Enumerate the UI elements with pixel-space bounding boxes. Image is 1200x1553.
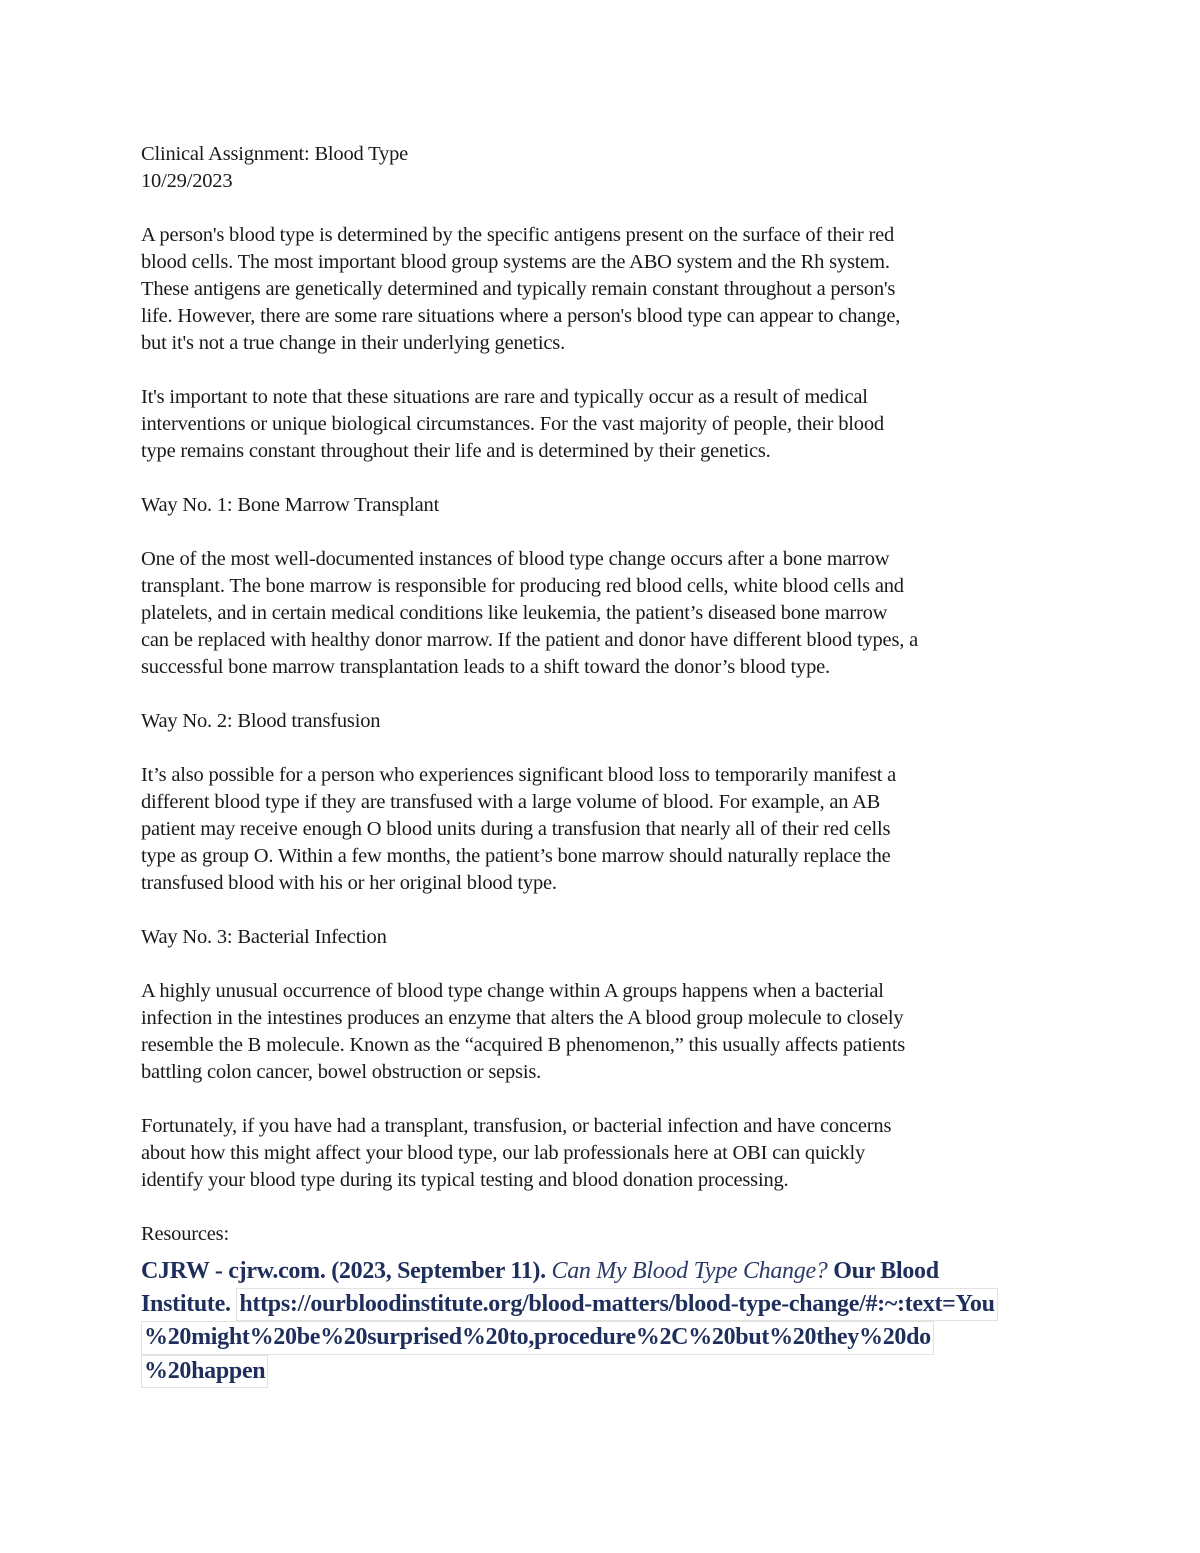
paragraph-line: patient may receive enough O blood units during a transfusion that nearly all of their red cells — [141, 818, 891, 840]
paragraph-line: successful bone marrow transplantation leads to a shift toward the donor’s blood type. — [141, 656, 830, 678]
resources-label-text: Resources: — [141, 1223, 229, 1245]
note-paragraph — [141, 384, 1066, 465]
way-2-paragraph — [141, 762, 1066, 897]
citation-publisher-part-1: Our Blood — [827, 1258, 939, 1284]
paragraph-line: life. However, there are some rare situations where a person's blood type can appear to change, — [141, 305, 901, 327]
paragraph-line: can be replaced with healthy donor marrow. If the patient and donor have different blood types, a — [141, 629, 918, 651]
paragraph-line: platelets, and in certain medical conditions like leukemia, the patient’s diseased bone marrow — [141, 602, 888, 624]
paragraph-line: type as group O. Within a few months, the patient’s bone marrow should naturally replace the — [141, 845, 891, 867]
paragraph-line: It’s also possible for a person who experiences significant blood loss to temporarily manifest a — [141, 764, 897, 786]
paragraph-line: These antigens are genetically determined and typically remain constant throughout a person's — [141, 278, 896, 300]
citation-line-1 — [141, 1256, 1066, 1288]
heading-text: Way No. 1: Bone Marrow Transplant — [141, 494, 440, 516]
citation-author-date: CJRW - cjrw.com. (2023, September 11). — [141, 1258, 552, 1284]
paragraph-line: resemble the B molecule. Known as the “acquired B phenomenon,” this usually affects patients — [141, 1034, 905, 1056]
section-heading-way-2 — [141, 708, 1066, 735]
document-date: 10/29/2023 — [141, 170, 233, 192]
paragraph-line: battling colon cancer, bowel obstruction or sepsis. — [141, 1061, 542, 1083]
citation-url-link-continued[interactable]: %20might%20be%20surprised%20to,procedure%2C%20but%20they%20do — [141, 1321, 934, 1355]
section-heading-way-3 — [141, 924, 1066, 951]
paragraph-line: One of the most well-documented instances of blood type change occurs after a bone marrow — [141, 548, 890, 570]
intro-paragraph — [141, 222, 1066, 357]
paragraph-line: identify your blood type during its typical testing and blood donation processing. — [141, 1169, 789, 1191]
citation-title: Can My Blood Type Change? — [551, 1258, 828, 1284]
paragraph-line: interventions or unique biological circumstances. For the vast majority of people, their blood — [141, 413, 884, 435]
citation-publisher-part-2: Institute. — [141, 1290, 237, 1317]
citation-url-link[interactable]: https://ourbloodinstitute.org/blood-matters/blood-type-change/#:~:text=You — [236, 1288, 997, 1322]
citation-line-2 — [141, 1288, 1066, 1322]
paragraph-line: infection in the intestines produces an enzyme that alters the A blood group molecule to closely — [141, 1007, 904, 1029]
section-heading-way-1 — [141, 492, 1066, 519]
citation-line-3 — [141, 1321, 1066, 1355]
paragraph-line: transfused blood with his or her original blood type. — [141, 872, 557, 894]
paragraph-line: A highly unusual occurrence of blood type change within A groups happens when a bacterial — [141, 980, 884, 1002]
way-3-paragraph — [141, 978, 1066, 1086]
citation-line-4 — [141, 1355, 1066, 1389]
paragraph-line: It's important to note that these situations are rare and typically occur as a result of medical — [141, 386, 868, 408]
document-page — [141, 141, 1066, 1388]
document-header — [141, 141, 1066, 195]
heading-text: Way No. 2: Blood transfusion — [141, 710, 381, 732]
paragraph-line: but it's not a true change in their underlying genetics. — [141, 332, 566, 354]
conclusion-paragraph — [141, 1113, 1066, 1194]
paragraph-line: different blood type if they are transfused with a large volume of blood. For example, an AB — [141, 791, 881, 813]
paragraph-line: Fortunately, if you have had a transplant, transfusion, or bacterial infection and have concerns — [141, 1115, 892, 1137]
paragraph-line: A person's blood type is determined by the specific antigens present on the surface of their red — [141, 224, 895, 246]
paragraph-line: blood cells. The most important blood group systems are the ABO system and the Rh system. — [141, 251, 890, 273]
way-1-paragraph — [141, 546, 1066, 681]
document-title: Clinical Assignment: Blood Type — [141, 143, 409, 165]
paragraph-line: about how this might affect your blood type, our lab professionals here at OBI can quickly — [141, 1142, 866, 1164]
heading-text: Way No. 3: Bacterial Infection — [141, 926, 387, 948]
paragraph-line: transplant. The bone marrow is responsible for producing red blood cells, white blood cells and — [141, 575, 904, 597]
paragraph-line: type remains constant throughout their life and is determined by their genetics. — [141, 440, 771, 462]
citation — [141, 1256, 1066, 1388]
citation-url-link-end[interactable]: %20happen — [141, 1355, 268, 1389]
resources-label — [141, 1221, 1066, 1248]
